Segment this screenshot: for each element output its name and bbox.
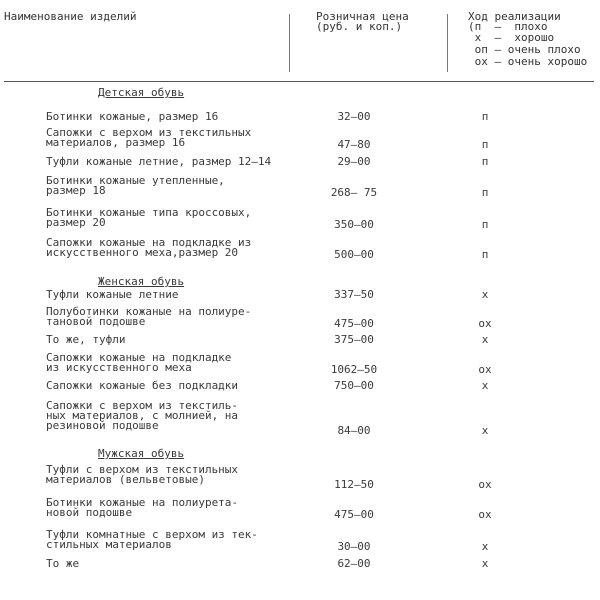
item-price: 29–00 <box>337 155 371 168</box>
item-name: Ботинки кожаные, размер 16 <box>46 110 219 123</box>
item-name: Сапожки кожаные на подкладке из искусственного меха <box>46 351 232 374</box>
item-price: 375–00 <box>334 333 374 346</box>
item-price: 337–50 <box>334 288 374 301</box>
legend-very-bad: оп – очень плохо <box>468 43 581 56</box>
item-price: 475–00 <box>334 508 374 521</box>
item-rating: п <box>481 186 489 199</box>
item-rating: х <box>481 379 489 392</box>
item-name: Сапожки кожаные без подкладки <box>46 379 239 392</box>
item-rating: п <box>481 110 489 123</box>
item-rating: ох <box>478 508 492 521</box>
item-price: 350–00 <box>334 218 374 231</box>
header-divider-1 <box>289 14 290 72</box>
section-title-women: Женская обувь <box>98 275 185 288</box>
item-price: 750–00 <box>334 379 374 392</box>
item-name: То же <box>46 557 80 570</box>
item-name: Полуботинки кожаные на полиуре- тановой подошве <box>46 305 252 328</box>
item-price: 112–50 <box>334 478 374 491</box>
item-name: Туфли кожаные летние, размер 12–14 <box>46 155 272 168</box>
item-price: 47–80 <box>337 138 371 151</box>
item-rating: х <box>481 288 489 301</box>
legend-very-good: ох – очень хорошо <box>468 55 588 68</box>
header-col-name: Наименование изделий <box>4 10 137 23</box>
header-col-price: Розничная цена (руб. и коп.) <box>316 10 409 33</box>
section-title-men: Мужская обувь <box>98 447 185 460</box>
item-rating: п <box>481 138 489 151</box>
item-name: Сапожки кожаные на подкладке из искусственного меха,размер 20 <box>46 236 252 259</box>
section-title-children: Детская обувь <box>98 86 185 99</box>
item-name: То же, туфли <box>46 333 126 346</box>
legend-good: х – хорошо <box>468 31 555 44</box>
item-rating: п <box>481 218 489 231</box>
item-price: 62–00 <box>337 557 371 570</box>
item-rating: ох <box>478 317 492 330</box>
item-rating: п <box>481 248 489 261</box>
item-name: Ботинки кожаные утепленные, размер 18 <box>46 174 225 197</box>
item-price: 268– 75 <box>330 186 378 199</box>
item-rating: ох <box>478 363 492 376</box>
item-rating: х <box>481 333 489 346</box>
item-price: 1062–50 <box>330 363 378 376</box>
item-name: Туфли комнатные с верхом из тек- стильных материалов <box>46 528 258 551</box>
item-rating: х <box>481 540 489 553</box>
item-rating: х <box>481 557 489 570</box>
header-rule <box>4 81 594 82</box>
item-rating: п <box>481 155 489 168</box>
header-divider-2 <box>447 14 448 72</box>
item-name: Сапожки с верхом из текстиль- ных материалов, с молнией, на резиновой подошве <box>46 399 239 432</box>
item-price: 84–00 <box>337 424 371 437</box>
item-price: 475–00 <box>334 317 374 330</box>
item-name: Туфли с верхом из текстильных материалов (вельветовые) <box>46 463 239 486</box>
header-col-rating: Ход реализации <box>468 10 561 23</box>
legend-bad: (п – плохо <box>468 20 548 33</box>
item-rating: х <box>481 424 489 437</box>
item-name: Ботинки кожаные на полиурета- новой подошве <box>46 496 239 519</box>
item-price: 500–00 <box>334 248 374 261</box>
item-name: Туфли кожаные летние <box>46 288 179 301</box>
item-price: 30–00 <box>337 540 371 553</box>
item-rating: ох <box>478 478 492 491</box>
item-name: Сапожки с верхом из текстильных материалов, размер 16 <box>46 126 252 149</box>
item-name: Ботинки кожаные типа кроссовых, размер 20 <box>46 206 252 229</box>
item-price: 32–00 <box>337 110 371 123</box>
